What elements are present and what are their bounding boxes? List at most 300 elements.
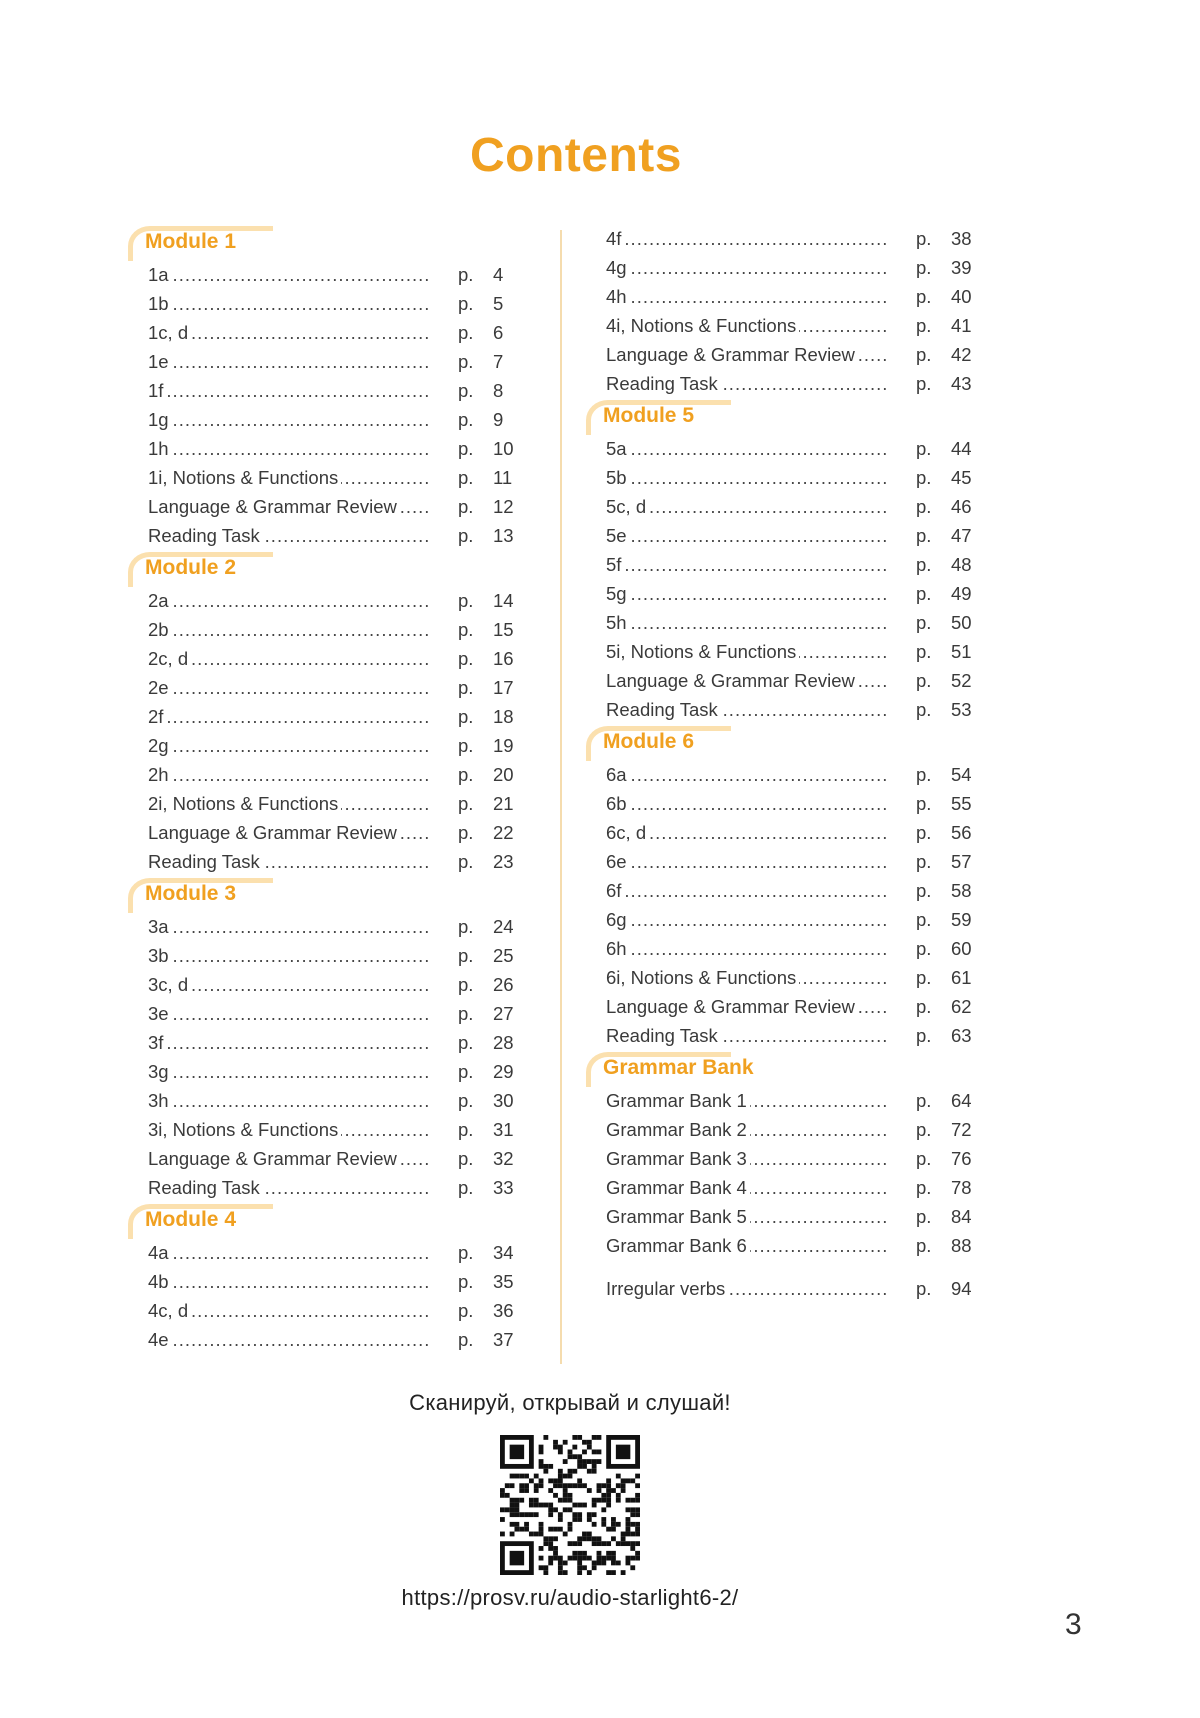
contents-entry[interactable] (586, 878, 986, 907)
entry-title-text: 2a (148, 590, 172, 611)
page-abbrev: p. (458, 1148, 474, 1169)
entry-page-number: 29 (493, 1061, 514, 1082)
page-abbrev: p. (916, 851, 932, 872)
contents-entry[interactable] (128, 1059, 528, 1088)
entry-title-text: 3g (148, 1061, 172, 1082)
entry-title (148, 1300, 428, 1322)
entry-page-number: 19 (493, 735, 514, 756)
contents-entry[interactable] (128, 1088, 528, 1117)
contents-entry[interactable] (128, 465, 528, 494)
page-abbrev: p. (458, 677, 474, 698)
entry-title-text: Reading Task (148, 851, 263, 872)
entry-page-number: 61 (951, 967, 972, 988)
contents-entry[interactable] (128, 588, 528, 617)
entry-title (148, 293, 428, 315)
page-abbrev: p. (916, 1206, 932, 1227)
entry-page-number: 59 (951, 909, 972, 930)
entry-title-text: Language & Grammar Review (606, 996, 858, 1017)
entry-page-number: 35 (493, 1271, 514, 1292)
contents-section (128, 878, 528, 1204)
contents-entry[interactable] (586, 668, 986, 697)
contents-entry[interactable] (586, 610, 986, 639)
contents-entry[interactable] (128, 523, 528, 552)
entry-title (606, 1206, 886, 1228)
contents-section (586, 1052, 986, 1262)
entry-page-number: 24 (493, 916, 514, 937)
contents-entry[interactable] (128, 675, 528, 704)
entry-page-number: 64 (951, 1090, 972, 1111)
entry-title-text: 5a (606, 438, 630, 459)
contents-left-column (128, 226, 528, 1356)
contents-section (586, 726, 986, 1052)
entry-title-text: 1h (148, 438, 172, 459)
entry-title (606, 1235, 886, 1257)
entry-page-number: 38 (951, 228, 972, 249)
module-heading (586, 726, 736, 762)
entry-title-text: 5e (606, 525, 630, 546)
page-abbrev: p. (916, 1235, 932, 1256)
contents-entry[interactable] (586, 1175, 986, 1204)
entry-title-text: 4i, Notions & Functions (606, 315, 799, 336)
page-abbrev: p. (458, 1061, 474, 1082)
page-abbrev: p. (458, 974, 474, 995)
page-abbrev: p. (916, 525, 932, 546)
entry-title (606, 670, 886, 692)
entry-title-text: Grammar Bank 6 (606, 1235, 750, 1256)
entry-page-number: 30 (493, 1090, 514, 1111)
entry-title (606, 315, 886, 337)
entry-page-number: 58 (951, 880, 972, 901)
entry-page-number: 12 (493, 496, 514, 517)
module-heading-label: Module 6 (603, 730, 695, 753)
page-abbrev: p. (916, 438, 932, 459)
entry-title (606, 1090, 886, 1112)
entry-title (606, 764, 886, 786)
page-abbrev: p. (916, 612, 932, 633)
entry-title-text: 2g (148, 735, 172, 756)
entry-title-text: 1b (148, 293, 172, 314)
contents-entry[interactable] (128, 762, 528, 791)
module-heading (128, 1204, 278, 1240)
entry-page-number: 9 (493, 409, 504, 430)
entry-title (148, 264, 428, 286)
entry-title-text: Language & Grammar Review (606, 344, 858, 365)
entry-title (148, 380, 428, 402)
contents-entry[interactable] (586, 1146, 986, 1175)
entry-title-text: Irregular verbs (606, 1278, 728, 1299)
page-abbrev: p. (458, 1329, 474, 1350)
entry-title-text: 5h (606, 612, 630, 633)
entry-title-text: 1f (148, 380, 166, 401)
contents-entry[interactable] (128, 1146, 528, 1175)
entry-title-text: 6h (606, 938, 630, 959)
entry-title (148, 1148, 428, 1170)
entry-title (148, 590, 428, 612)
page-abbrev: p. (458, 764, 474, 785)
module-heading (586, 1052, 754, 1088)
entry-title-text: Reading Task (606, 373, 721, 394)
contents-entry[interactable] (128, 1298, 528, 1327)
entry-title (148, 409, 428, 431)
entry-title-text: 3e (148, 1003, 172, 1024)
page-abbrev: p. (916, 822, 932, 843)
scan-caption: Сканируй, открывай и слушай! (409, 1390, 731, 1415)
entry-page-number: 26 (493, 974, 514, 995)
page-abbrev: p. (458, 1032, 474, 1053)
entry-title (606, 967, 886, 989)
entry-page-number: 10 (493, 438, 514, 459)
entry-page-number: 50 (951, 612, 972, 633)
contents-entry[interactable] (586, 284, 986, 313)
entry-title (148, 1119, 428, 1141)
entry-title (148, 619, 428, 641)
contents-entry[interactable] (586, 1233, 986, 1262)
module-heading-label: Module 5 (603, 404, 695, 427)
entry-title-text: Language & Grammar Review (148, 822, 400, 843)
entry-title (148, 1003, 428, 1025)
page-abbrev: p. (458, 467, 474, 488)
page-abbrev: p. (458, 264, 474, 285)
entry-page-number: 11 (493, 467, 513, 488)
page-abbrev: p. (916, 496, 932, 517)
entry-page-number: 56 (951, 822, 972, 843)
entry-title (606, 938, 886, 960)
contents-entry[interactable] (128, 704, 528, 733)
entry-title (148, 1329, 428, 1351)
contents-entry[interactable] (128, 1327, 528, 1356)
entry-title-text: 6i, Notions & Functions (606, 967, 799, 988)
entry-page-number: 7 (493, 351, 504, 372)
contents-entry[interactable] (586, 697, 986, 726)
contents-section (128, 226, 528, 552)
entry-title (148, 496, 428, 518)
entry-title-text: Grammar Bank 3 (606, 1148, 750, 1169)
contents-entry[interactable] (586, 226, 986, 255)
entry-page-number: 52 (951, 670, 972, 691)
entry-title-text: 3b (148, 945, 172, 966)
contents-entry[interactable] (586, 936, 986, 965)
module-heading (586, 400, 736, 436)
entry-page-number: 48 (951, 554, 972, 575)
entry-title (606, 793, 886, 815)
entry-page-number: 31 (493, 1119, 514, 1140)
entry-title (606, 822, 886, 844)
entry-title-text: 3c, d (148, 974, 191, 995)
page-abbrev: p. (916, 228, 932, 249)
module-heading-label: Grammar Bank (603, 1056, 754, 1079)
module-heading (128, 226, 278, 262)
entry-title-text: Language & Grammar Review (148, 496, 400, 517)
page-abbrev: p. (916, 1090, 932, 1111)
page-abbrev: p. (916, 641, 932, 662)
contents-entry[interactable] (586, 639, 986, 668)
entry-title (148, 822, 428, 844)
entry-title (606, 257, 886, 279)
entry-title (606, 909, 886, 931)
entry-page-number: 54 (951, 764, 972, 785)
entry-title-text: 6f (606, 880, 624, 901)
entry-page-number: 45 (951, 467, 972, 488)
entry-title (606, 1025, 886, 1047)
entry-title-text: 3a (148, 916, 172, 937)
page-abbrev: p. (916, 1148, 932, 1169)
contents-entry[interactable] (128, 1030, 528, 1059)
entry-title-text: Reading Task (606, 699, 721, 720)
entry-title-text: Reading Task (148, 1177, 263, 1198)
contents-entry[interactable] (128, 262, 528, 291)
contents-entry[interactable] (128, 820, 528, 849)
entry-title-text: 4b (148, 1271, 172, 1292)
entry-page-number: 94 (951, 1278, 972, 1299)
entry-page-number: 49 (951, 583, 972, 604)
entry-title (606, 344, 886, 366)
page-abbrev: p. (916, 699, 932, 720)
entry-title-text: 5i, Notions & Functions (606, 641, 799, 662)
entry-page-number: 25 (493, 945, 514, 966)
entry-page-number: 39 (951, 257, 972, 278)
contents-entry[interactable] (586, 1117, 986, 1146)
section-gap (586, 1262, 986, 1276)
entry-title (148, 1177, 428, 1199)
page-abbrev: p. (458, 648, 474, 669)
entry-page-number: 21 (493, 793, 514, 814)
page-abbrev: p. (916, 257, 932, 278)
contents-entry[interactable] (586, 849, 986, 878)
page-abbrev: p. (458, 706, 474, 727)
entry-title (606, 1119, 886, 1141)
entry-title (606, 496, 886, 518)
page-abbrev: p. (916, 793, 932, 814)
entry-title-text: 1e (148, 351, 172, 372)
entry-title-text: Grammar Bank 1 (606, 1090, 750, 1111)
column-divider (560, 230, 562, 1364)
page-abbrev: p. (458, 438, 474, 459)
entry-title (606, 525, 886, 547)
contents-entry[interactable] (128, 378, 528, 407)
contents-entry[interactable] (586, 762, 986, 791)
entry-title (148, 1032, 428, 1054)
page-abbrev: p. (916, 1025, 932, 1046)
entry-title (606, 1177, 886, 1199)
contents-entry[interactable] (586, 436, 986, 465)
contents-entry[interactable] (128, 1269, 528, 1298)
contents-entry[interactable] (128, 291, 528, 320)
entry-title (148, 945, 428, 967)
qr-code-icon[interactable] (500, 1435, 640, 1575)
page-abbrev: p. (916, 880, 932, 901)
contents-entry[interactable] (128, 320, 528, 349)
contents-entry[interactable] (128, 849, 528, 878)
page-abbrev: p. (916, 286, 932, 307)
contents-entry[interactable] (128, 349, 528, 378)
contents-entry[interactable] (128, 407, 528, 436)
page-abbrev: p. (458, 1177, 474, 1198)
page-title: Contents (470, 129, 682, 182)
page-abbrev: p. (916, 967, 932, 988)
entry-page-number: 43 (951, 373, 972, 394)
entry-title (148, 735, 428, 757)
entry-page-number: 6 (493, 322, 504, 343)
entry-page-number: 32 (493, 1148, 514, 1169)
page-abbrev: p. (916, 1177, 932, 1198)
entry-title-text: 3i, Notions & Functions (148, 1119, 341, 1140)
page-abbrev: p. (916, 764, 932, 785)
entry-title-text: 6e (606, 851, 630, 872)
page-abbrev: p. (458, 351, 474, 372)
entry-title-text: 4c, d (148, 1300, 191, 1321)
contents-entry[interactable] (586, 965, 986, 994)
contents-entry[interactable] (586, 342, 986, 371)
entry-title (148, 648, 428, 670)
entry-title-text: 2i, Notions & Functions (148, 793, 341, 814)
contents-section (586, 226, 986, 400)
entry-title-text: 4h (606, 286, 630, 307)
entry-page-number: 55 (951, 793, 972, 814)
entry-title-text: 2b (148, 619, 172, 640)
contents-entry[interactable] (586, 255, 986, 284)
contents-entry[interactable] (128, 617, 528, 646)
entry-page-number: 23 (493, 851, 514, 872)
entry-page-number: 40 (951, 286, 972, 307)
entry-page-number: 84 (951, 1206, 972, 1227)
contents-entry[interactable] (586, 1276, 986, 1305)
entry-page-number: 33 (493, 1177, 514, 1198)
page-abbrev: p. (458, 525, 474, 546)
entry-title (606, 583, 886, 605)
entry-page-number: 5 (493, 293, 504, 314)
entry-title (148, 1090, 428, 1112)
entry-page-number: 14 (493, 590, 514, 611)
entry-title-text: 1i, Notions & Functions (148, 467, 341, 488)
entry-title (606, 438, 886, 460)
entry-title-text: Reading Task (606, 1025, 721, 1046)
audio-url-link[interactable]: https://prosv.ru/audio-starlight6-2/ (401, 1585, 739, 1610)
module-heading-label: Module 3 (145, 882, 237, 905)
entry-title (148, 1061, 428, 1083)
entry-page-number: 62 (951, 996, 972, 1017)
page-abbrev: p. (458, 945, 474, 966)
page-abbrev: p. (458, 409, 474, 430)
contents-entry[interactable] (586, 1204, 986, 1233)
entry-title-text: 5g (606, 583, 630, 604)
page-abbrev: p. (916, 315, 932, 336)
entry-page-number: 51 (951, 641, 972, 662)
entry-page-number: 88 (951, 1235, 972, 1256)
entry-title (148, 793, 428, 815)
page-abbrev: p. (458, 380, 474, 401)
contents-entry[interactable] (586, 552, 986, 581)
page-abbrev: p. (458, 1242, 474, 1263)
contents-entry[interactable] (586, 465, 986, 494)
contents-entry[interactable] (128, 914, 528, 943)
contents-right-column (586, 226, 986, 1305)
entry-page-number: 4 (493, 264, 504, 285)
page-abbrev: p. (916, 1278, 932, 1299)
module-heading-label: Module 4 (145, 1208, 237, 1231)
page-abbrev: p. (916, 373, 932, 394)
entry-title (606, 851, 886, 873)
entry-title (606, 612, 886, 634)
contents-entry[interactable] (586, 820, 986, 849)
page-abbrev: p. (916, 909, 932, 930)
page-abbrev: p. (458, 293, 474, 314)
contents-entry[interactable] (128, 1175, 528, 1204)
entry-title-text: 1c, d (148, 322, 191, 343)
entry-title (148, 764, 428, 786)
entry-title (606, 996, 886, 1018)
entry-title-text: Grammar Bank 5 (606, 1206, 750, 1227)
contents-entry[interactable] (128, 494, 528, 523)
contents-entry[interactable] (586, 1088, 986, 1117)
page-abbrev: p. (916, 583, 932, 604)
contents-entry[interactable] (586, 581, 986, 610)
entry-page-number: 34 (493, 1242, 514, 1263)
contents-entry[interactable] (128, 1240, 528, 1269)
entry-title (606, 1148, 886, 1170)
entry-page-number: 22 (493, 822, 514, 843)
entry-title-text: 5f (606, 554, 624, 575)
contents-entry[interactable] (586, 791, 986, 820)
page-abbrev: p. (916, 1119, 932, 1140)
contents-entry[interactable] (128, 1001, 528, 1030)
module-heading (128, 878, 278, 914)
page-abbrev: p. (458, 793, 474, 814)
entry-title-text: 2f (148, 706, 166, 727)
page-abbrev: p. (916, 344, 932, 365)
entry-page-number: 27 (493, 1003, 514, 1024)
entry-page-number: 15 (493, 619, 514, 640)
entry-title (606, 373, 886, 395)
contents-entry[interactable] (128, 1117, 528, 1146)
contents-entry[interactable] (586, 994, 986, 1023)
page-abbrev: p. (916, 996, 932, 1017)
entry-title-text: 6a (606, 764, 630, 785)
contents-entry[interactable] (128, 436, 528, 465)
entry-page-number: 8 (493, 380, 504, 401)
contents-entry[interactable] (128, 791, 528, 820)
contents-entry[interactable] (128, 943, 528, 972)
entry-title-text: Grammar Bank 2 (606, 1119, 750, 1140)
contents-entry[interactable] (586, 494, 986, 523)
entry-page-number: 41 (951, 315, 972, 336)
contents-entry[interactable] (586, 1023, 986, 1052)
entry-title-text: 6b (606, 793, 630, 814)
entry-title-text: 2h (148, 764, 172, 785)
page-abbrev: p. (458, 1090, 474, 1111)
entry-title-text: 2e (148, 677, 172, 698)
module-heading-label: Module 2 (145, 556, 237, 579)
entry-page-number: 46 (951, 496, 972, 517)
contents-entry[interactable] (128, 646, 528, 675)
contents-entry[interactable] (128, 972, 528, 1001)
page-abbrev: p. (458, 851, 474, 872)
entry-title (148, 351, 428, 373)
entry-page-number: 72 (951, 1119, 972, 1140)
entry-title (606, 699, 886, 721)
entry-page-number: 36 (493, 1300, 514, 1321)
page-abbrev: p. (458, 1003, 474, 1024)
contents-entry[interactable] (586, 523, 986, 552)
contents-entry[interactable] (586, 313, 986, 342)
page-abbrev: p. (458, 1300, 474, 1321)
entry-title (148, 1271, 428, 1293)
contents-entry[interactable] (586, 907, 986, 936)
contents-entry[interactable] (586, 371, 986, 400)
entry-title-text: 6g (606, 909, 630, 930)
entry-page-number: 60 (951, 938, 972, 959)
contents-entry[interactable] (128, 733, 528, 762)
entry-title (148, 851, 428, 873)
